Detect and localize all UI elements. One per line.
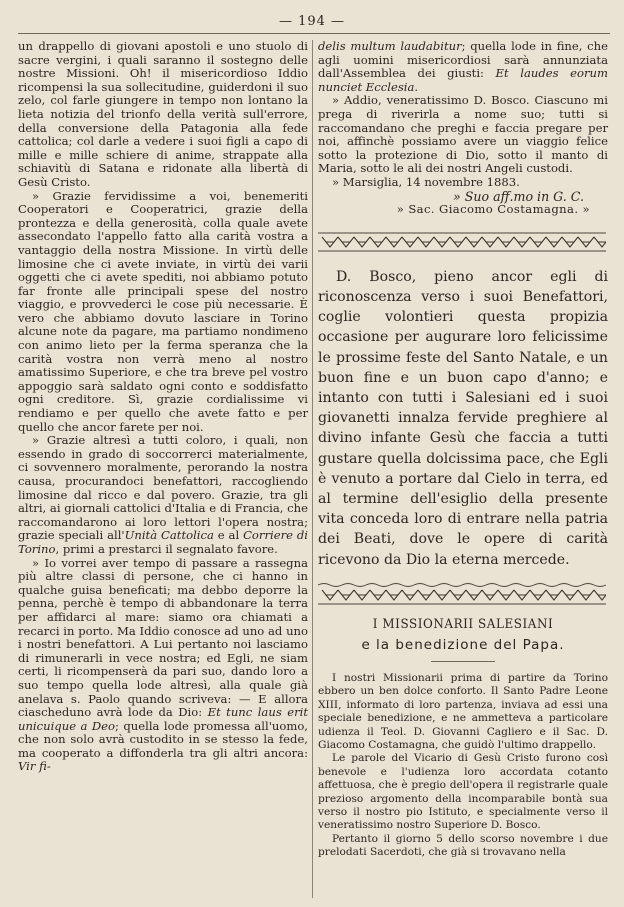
paragraph: Le parole del Vicario di Gesù Cristo furono così benevole e l'udienza loro accordata cotanto affettuosa, che è pregio dell'opera il registrarle quale prezioso argomento della incomparabile bontà sua verso il nostro pio Istituto, e specialmente verso il veneratissimo nostro Superiore D. Bosco. — [318, 752, 608, 832]
ornament-glyph — [418, 237, 434, 247]
ornament-glyph — [530, 590, 546, 600]
ornament-divider — [318, 582, 608, 608]
signature-name: » Sac. Giacomo Costamagna. » — [396, 202, 590, 217]
paragraph-text: » Grazie altresì a tutti coloro, i quali, non essendo in grado di soccorrerci materialmente, ci sovvennero moralmente, perorando la nostra causa, procurandoci benefattori, raccogliendo limosine dal ricco e dal povero. Grazie, tra gli altri, ai giornali cattolici d'Italia e di Francia, che raccomandarono ai loro lettori l'opera nostra; grazie speciali all' — [18, 433, 308, 543]
ornament-glyph — [546, 590, 562, 600]
column-divider — [312, 40, 313, 898]
header-rule — [18, 33, 610, 34]
ornament-glyph — [322, 237, 338, 247]
signature-closing: » Suo aff.mo in G. C. — [453, 188, 584, 204]
ornament-glyph — [482, 237, 498, 247]
paragraph-text: » Io vorrei aver tempo di passare a rassegna più altre classi di persone, che ci hanno in qualche guisa beneficati; ma debbo deporre la penna, perchè è tempo di abbandonare la terra per affidarci al mare: siamo ora chiamati a recarci in porto. Ma Iddio conosce ad uno ad uno i nostri benefattori. A Lui pertanto noi lasciamo di rimunerarli in vece nostra; ed Egli, ne siam certi, li ricompenserà da pari suo, dando loro a suo tempo quella lode altresì, alla quale già anelava s. Paolo quando scriveva: — E allora ciascheduno avrà lode da Dio: — [18, 555, 308, 720]
left-column — [18, 40, 308, 774]
ornament-glyph — [530, 237, 546, 247]
paragraph-text: , primi a prestarci il segnalato favore. — [55, 541, 278, 556]
ornament-glyph — [418, 590, 434, 600]
ornament-glyph — [322, 590, 338, 600]
paragraph-text: e al — [213, 528, 244, 543]
ornament-divider — [318, 231, 608, 257]
ornament-glyph — [578, 590, 594, 600]
ornament-glyph — [466, 237, 482, 247]
paragraph: I nostri Missionarii prima di partire da Torino ebbero un ben dolce conforto. Il Santo Padre Leone XIII, informato di loro partenza, inviava ad essi una speciale benedizione, e ne ammetteva a particolare udienza il Teol. D. Giovanni Cagliero e il Sac. D. Giacomo Costamagna, che guidò l'ultimo drappello. — [318, 671, 608, 751]
ornament-glyph — [338, 237, 354, 247]
ornament-glyph — [402, 237, 418, 247]
ornament-glyph — [450, 590, 466, 600]
right-column — [318, 40, 608, 860]
paragraph-text: ; quella lode in fine, che agli uomini misericordiosi sarà annunziata dall'Assemblea dei giusti: — [318, 39, 608, 81]
paragraph: D. Bosco, pieno ancor egli di riconoscenza verso i suoi Benefattori, coglie volontieri questa propizia occasione per augurare loro felicissime le prossime feste del Santo Natale, e un buon fine e un buon capo d'anno; e intanto con tutti i Salesiani ed i suoi giovanetti innalza fervide preghiere al divino infante Gesù che faccia a tutti gustare quella dolcissima pace, che Egli è venuto a portare dal Cielo in terra, ed al termine dell'esiglio della presente vita conceda loro di entrare nella patria dei Beati, dove le opere di carità ricevono da Dio la eterna mercede. — [318, 268, 608, 568]
ornament-glyph — [370, 237, 386, 247]
ornament-glyph — [338, 590, 354, 600]
latin-quote: Et laudes eorum nunciet Ecclesia. — [318, 66, 609, 94]
section-body — [318, 672, 608, 860]
ornament-glyph — [466, 590, 482, 600]
ornament-glyph — [402, 590, 418, 600]
section-subtitle: e la benedizione del Papa. — [361, 637, 565, 654]
latin-quote: Et tunc laus erit unicuique a Deo — [18, 705, 308, 733]
ornament-glyph — [562, 590, 578, 600]
ornament-glyph — [594, 237, 606, 247]
ornament-glyph — [498, 590, 514, 600]
ornament-glyph — [386, 590, 402, 600]
ornament-glyph — [498, 237, 514, 247]
ornament-glyph — [482, 590, 498, 600]
paragraph — [318, 40, 608, 94]
ornament-glyph — [578, 237, 594, 247]
ornament-glyph — [514, 237, 530, 247]
section-title: I MISSIONARII SALESIANI — [372, 616, 554, 632]
newspaper-name: Unità Cattolica — [124, 528, 214, 543]
ornament-glyph — [594, 590, 606, 600]
ornament-glyph — [354, 237, 370, 247]
paragraph: Pertanto il giorno 5 dello scorso novembre i due prelodati Sacerdoti, che già si trovavano nella — [318, 832, 608, 859]
ornament-glyph — [434, 237, 450, 247]
ornament-glyph — [354, 590, 370, 600]
ornament-glyph — [514, 590, 530, 600]
latin-quote: Vir fi- — [18, 759, 51, 774]
ornament-glyph — [546, 237, 562, 247]
newspaper-name: Corriere di Torino — [18, 528, 308, 556]
paragraph: un drappello di giovani apostoli e uno stuolo di sacre vergini, i quali saranno il sostegno delle nostre Missioni. Oh! il misericordioso Iddio ricompensi la sua sollecitudine, guiderdoni il suo zelo, col farle giungere in tempo non lontano la lieta notizia del trionfo della verità sull'errore, della conversione della Patagonia alla fede cattolica; col darle a vedere i suoi figli a capo di mille e mille schiere di anime, strappate alla schiavitù di Satana e ridonate alla libertà di Gesù Cristo. — [18, 39, 308, 189]
paragraph-text: ; quella lode promessa all'uomo, che non solo avrà custodito in se stesso la fede, ma cooperato a diffonderla tra gli altri ancora: — [18, 718, 308, 760]
paragraph — [18, 557, 308, 775]
latin-quote: delis multum laudabitur — [318, 39, 462, 53]
ornament-glyph — [450, 237, 466, 247]
title-rule — [431, 661, 495, 662]
paragraph — [18, 434, 308, 556]
page-number: — 194 — — [278, 14, 346, 29]
ornament-glyph — [562, 237, 578, 247]
christmas-greeting — [318, 267, 608, 570]
paragraph: » Addio, veneratissimo D. Bosco. Ciascuno mi prega di riverirla a nome suo; tutti si raccomandano che preghi e faccia pregare per noi, affinchè possiamo avere un viaggio felice sotto la protezione di Dio, sotto il manto di Maria, sotto le ali dei nostri Angeli custodi. — [318, 93, 608, 176]
ornament-glyph — [434, 590, 450, 600]
letter-date: » Marsiglia, 14 novembre 1883. — [332, 174, 520, 189]
ornament-glyph — [386, 237, 402, 247]
paragraph: » Grazie fervidissime a voi, benemeriti Cooperatori e Cooperatrici, grazie della prontezza e della generosità, colla quale avete assecondato l'appello fatto alla carità vostra a vantaggio della nostra Missione. In virtù delle limosine che ci avete inviate, in virtù dei varii oggetti che ci avete spediti, noi abbiamo potuto far fronte alle principali spese del nostro viaggio, e provvederci le cose più necessarie. È vero che abbiamo dovuto lasciare in Torino alcune note da pagare, ma partiamo nondimeno con animo lieto per la ferma speranza che la carità vostra non verrà meno al nostro amatissimo Superiore, e che tra breve pel vostro appoggio sarà saldato ogni conto e soddisfatto ogni creditore. Sì, grazie cordialissime vi rendiamo e per quello che avete fatto e per quello che ancor farete per noi. — [18, 188, 308, 434]
ornament-glyph — [370, 590, 386, 600]
